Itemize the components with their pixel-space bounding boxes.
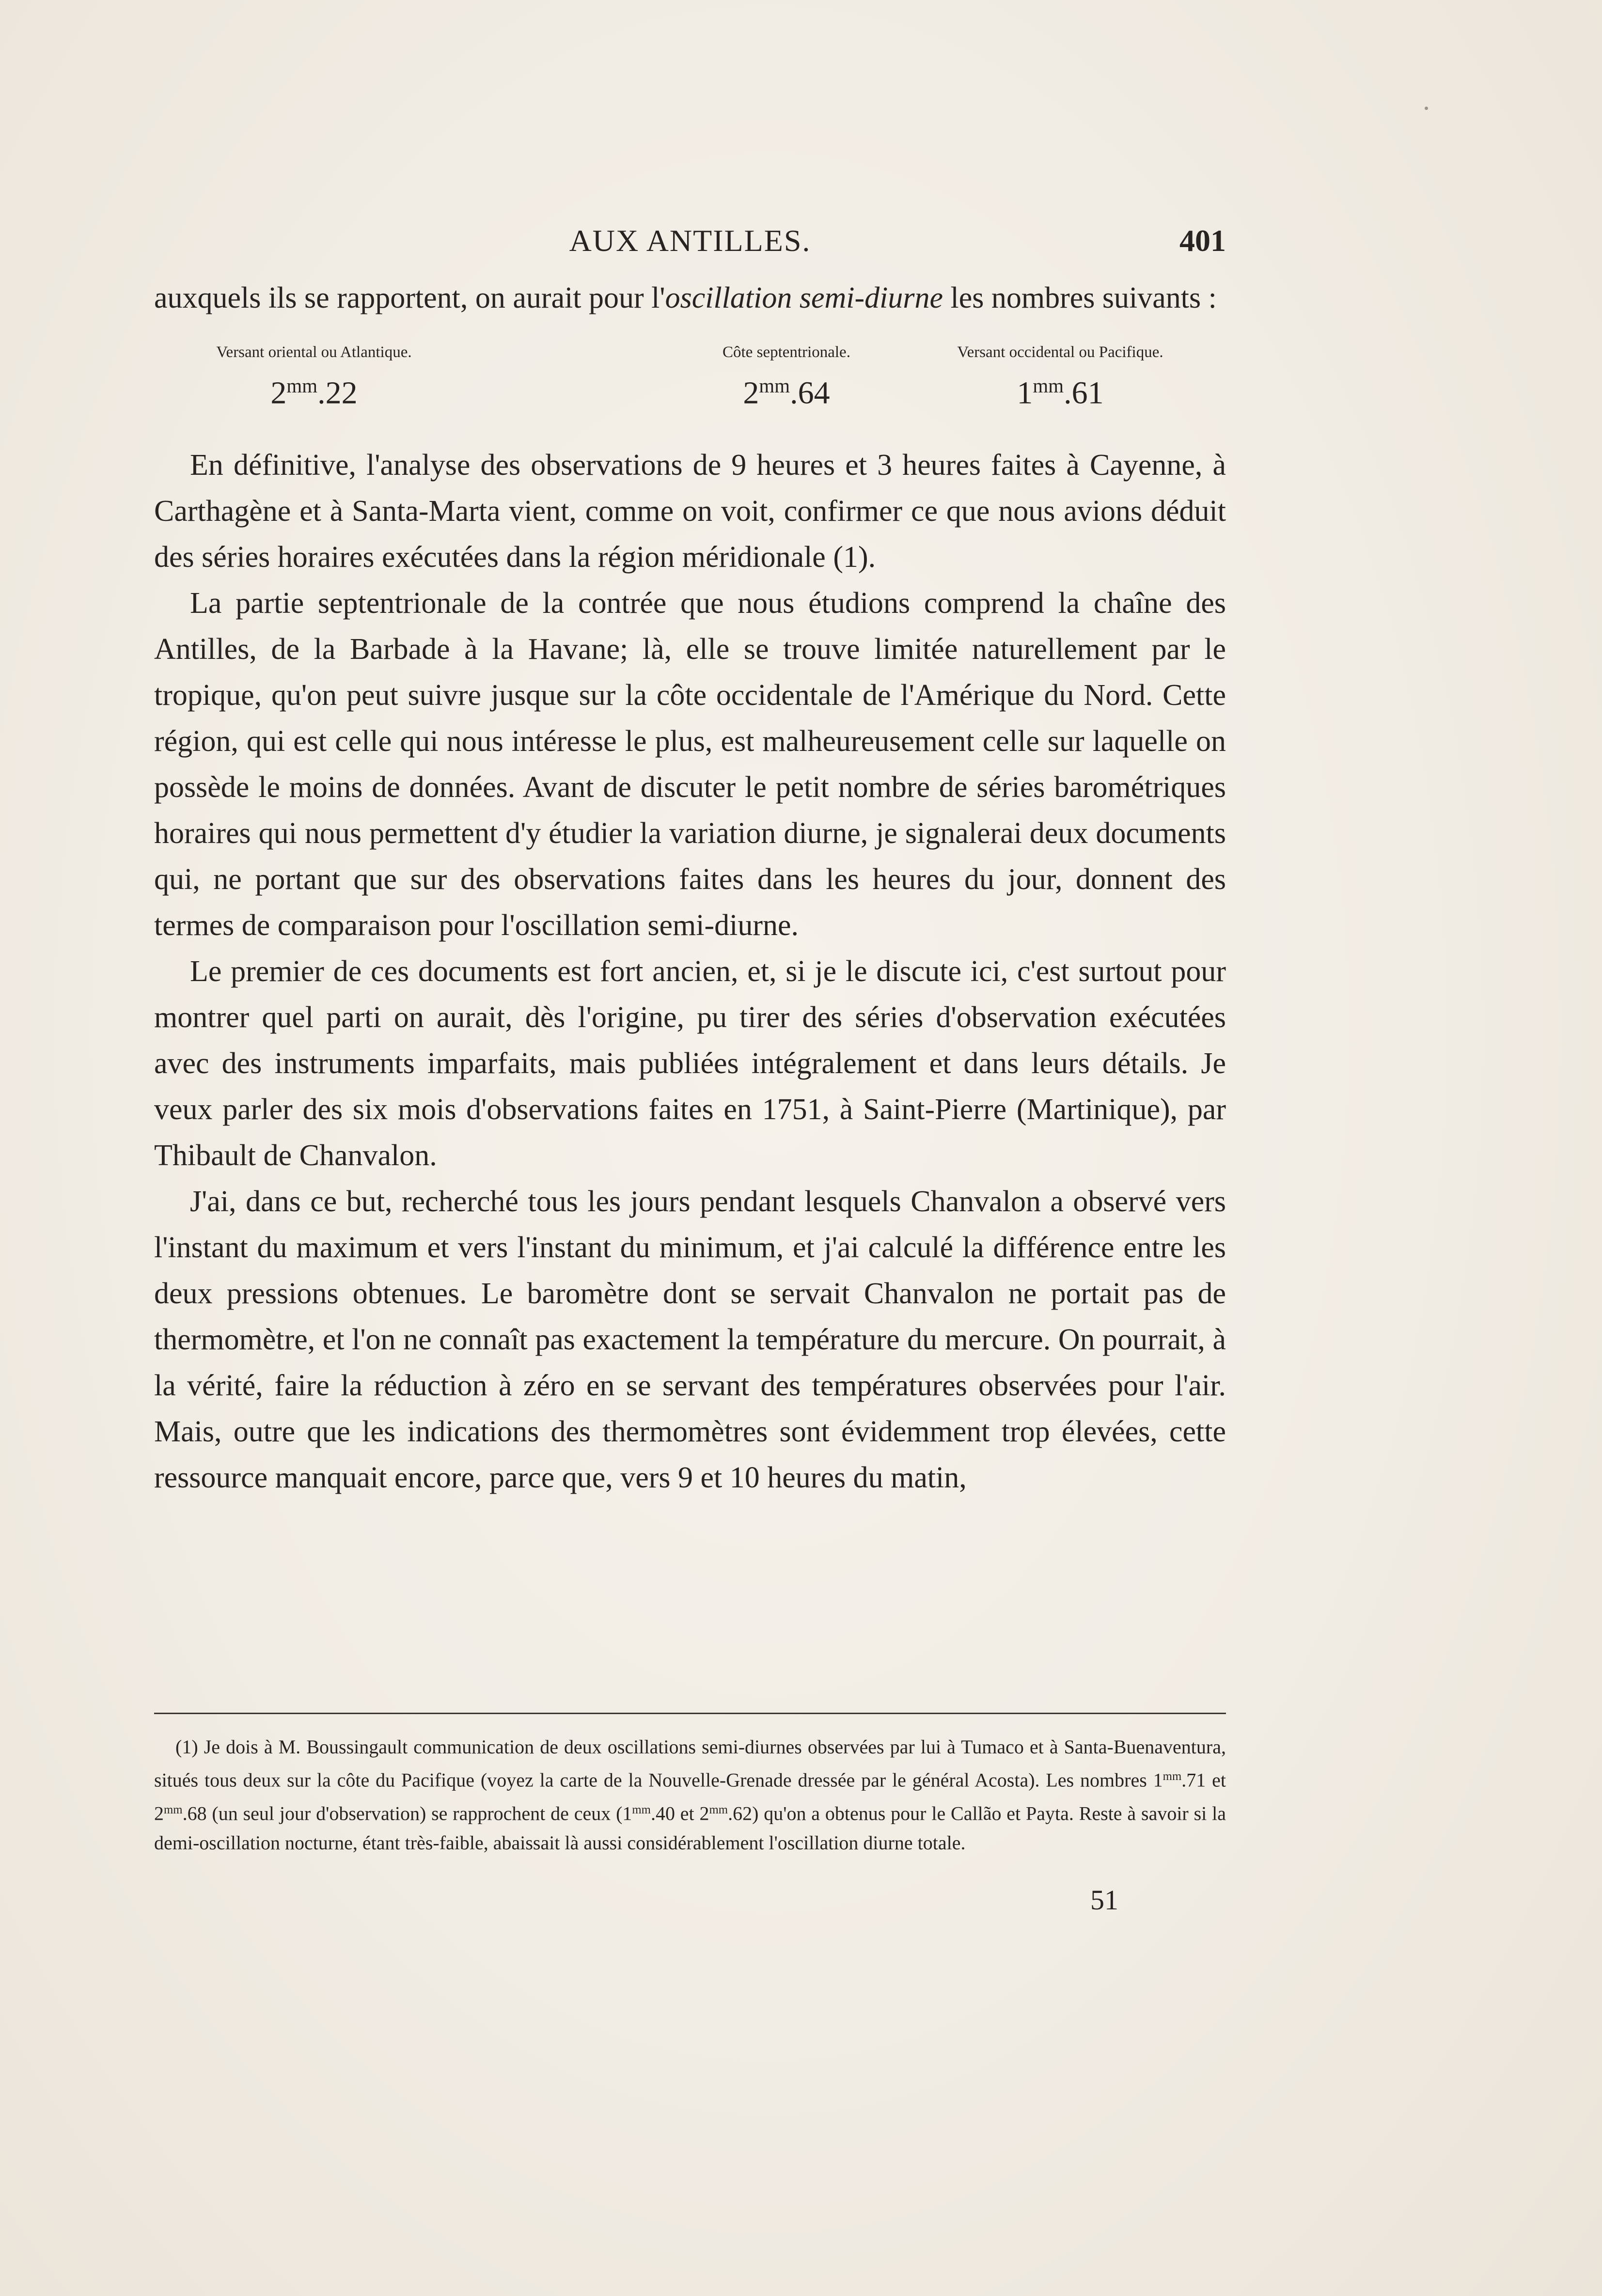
table-column-atlantic [169, 321, 459, 413]
column-value: $2^{mm}.22$ [270, 375, 358, 411]
oscillation-table [154, 321, 1226, 442]
column-heading: Côte septentrionale. [722, 344, 850, 361]
opening-paragraph [154, 275, 1226, 321]
page-header [154, 219, 1226, 272]
footnote [154, 1732, 1226, 1858]
paper-speck [1425, 107, 1428, 110]
column-heading: Versant oriental ou Atlantique. [216, 344, 412, 361]
footnote-divider [154, 1713, 1226, 1714]
column-value: $1^{mm}.61$ [1017, 375, 1104, 411]
column-value: $2^{mm}.64$ [743, 375, 830, 411]
table-column-north [641, 321, 932, 413]
opening-text-pre: auxquels ils se rapportent, on aurait pour l' [154, 281, 665, 314]
opening-text-post: les nombres suivants : [943, 281, 1217, 314]
table-column-pacific [915, 321, 1206, 413]
main-text [154, 275, 1226, 1501]
signature-mark: 51 [1090, 1884, 1118, 1916]
paragraph: J'ai, dans ce but, recherché tous les jours pendant lesquels Chanvalon a observé vers l'instant du maximum et vers l'instant du minimum, et j'ai calculé la différence entre les deux pressions obtenues. Le baromètre dont se servait Chanvalon ne portait pas de thermomètre, et l'on ne connaît pas exactement la température du mercure. On pourrait, à la vérité, faire la réduction à zéro en se servant des températures observées pour l'air. Mais, outre que les indications des thermomètres sont évidemment trop élevées, cette ressource manquait encore, parce que, vers 9 et 10 heures du matin, [154, 1185, 1226, 1494]
paragraph: Le premier de ces documents est fort ancien, et, si je le discute ici, c'est surtout pour montrer quel parti on aurait, dès l'origine, pu tirer des séries d'observation exécutées avec des instruments imparfaits, mais publiées intégralement et dans leurs détails. Je veux parler des six mois d'observations faites en 1751, à Saint-Pierre (Martinique), par Thibault de Chanvalon. [154, 955, 1226, 1172]
paragraph: En définitive, l'analyse des observations de 9 heures et 3 heures faites à Cayenne, à Carthagène et à Santa-Marta vient, comme on voit, confirmer ce que nous avions déduit des séries horaires exécutées dans la région méridionale (1). [154, 449, 1226, 574]
italic-term: oscillation semi-diurne [665, 281, 943, 314]
column-heading: Versant occidental ou Pacifique. [957, 344, 1163, 361]
paragraph: La partie septentrionale de la contrée que nous étudions comprend la chaîne des Antilles, de la Barbade à la Havane; là, elle se trouve limitée naturellement par le tropique, qu'on peut suivre jusque sur la côte occidentale de l'Amérique du Nord. Cette région, qui est celle qui nous intéresse le plus, est malheureusement celle sur laquelle on possède le moins de données. Avant de discuter le petit nombre de séries barométriques horaires qui nous permettent d'y étudier la variation diurne, je signalerai deux documents qui, ne portant que sur des observations faites dans les heures du jour, donnent des termes de comparaison pour l'oscillation semi-diurne. [154, 587, 1226, 942]
footnote-text: (1) Je dois à M. Boussingault communication de deux oscillations semi-diurnes observées par lui à Tumaco et à Santa-Buenaventura, situés tous deux sur la côte du Pacifique (voyez la carte de la Nouvelle-Grenade dressée par le général Acosta). Les nombres $1^{mm}.71$ et $2^{mm}.68$ (un seul jour d'observation) se rapprochent de ceux ($1^{mm}.40$ et $2^{mm}.62$) qu'on a obtenus pour le Callão et Payta. Reste à savoir si la demi-oscillation nocturne, étant très-faible, abaissait là aussi considérablement l'oscillation diurne totale. [154, 1736, 1226, 1854]
running-title: AUX ANTILLES. [569, 223, 811, 258]
page-number: 401 [1179, 223, 1226, 258]
